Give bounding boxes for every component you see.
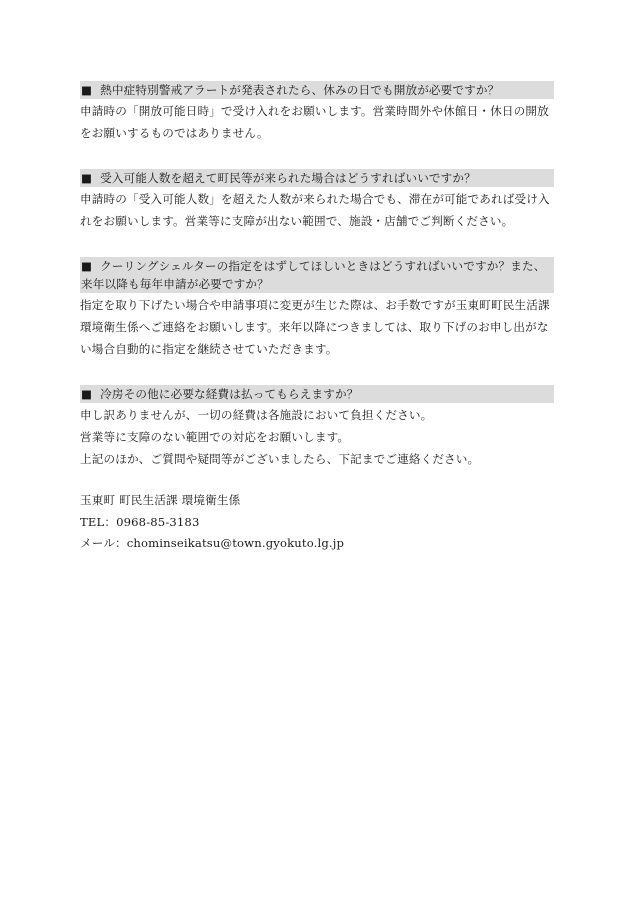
contact-email[interactable]: メール：chominseikatsu@town.gyokuto.lg.jp	[80, 536, 345, 550]
question-text: 冷房その他に必要な経費は払ってもらえますか？	[100, 387, 359, 401]
faq-question	[80, 169, 554, 187]
contact-office: 玉東町 町民生活課 環境衛生係	[80, 493, 241, 507]
contact-tel: TEL：0968-85-3183	[80, 514, 200, 529]
faq-item	[80, 257, 554, 360]
question-text: クーリングシェルターの指定をはずしてほしいときはどうすればいいですか？また、来年以降も毎年申請が必要ですか？	[81, 259, 546, 291]
faq-answer-line: 営業等に支障のない範囲での対応をお願いします。	[80, 430, 350, 444]
faq-answer: 指定を取り下げたい場合や申請事項に変更が生じた際は、お手数ですが玉東町町民生活課環境衛生係へご連絡をお願いします。来年以降につきましては、取り下げのお申し出がない場合自動的に指定を継続させていただきます。	[80, 298, 550, 356]
faq-item	[80, 81, 554, 144]
faq-answer: 申請時の「開放可能日時」で受け入れをお願いします。営業時間外や休館日・休日の開放をお願いするものではありません。	[80, 104, 549, 140]
faq-question	[80, 81, 554, 99]
faq-question	[80, 257, 554, 293]
square-bullet-icon: ■	[81, 259, 93, 273]
faq-answer-line: 上記のほか、ご質問や疑問等がございましたら、下記までご連絡ください。	[80, 452, 480, 466]
faq-answer-line: 申し訳ありませんが、一切の経費は各施設において負担ください。	[80, 408, 433, 422]
faq-question	[80, 385, 554, 403]
square-bullet-icon: ■	[81, 83, 93, 97]
faq-answer: 申請時の「受入可能人数」を超えた人数が来られた場合でも、滞在が可能であれば受け入れをお願いします。営業等に支障が出ない範囲で、施設・店舗でご判断ください。	[80, 192, 550, 228]
question-text: 受入可能人数を超えて町民等が来られた場合はどうすればいいですか？	[100, 171, 476, 185]
faq-item	[80, 385, 554, 470]
faq-item	[80, 169, 554, 232]
square-bullet-icon: ■	[81, 387, 93, 401]
faq-content	[80, 81, 554, 555]
question-text: 熱中症特別警戒アラートが発表されたら、休みの日でも開放が必要ですか？	[100, 83, 500, 97]
contact-block	[80, 490, 554, 555]
square-bullet-icon: ■	[81, 171, 93, 185]
